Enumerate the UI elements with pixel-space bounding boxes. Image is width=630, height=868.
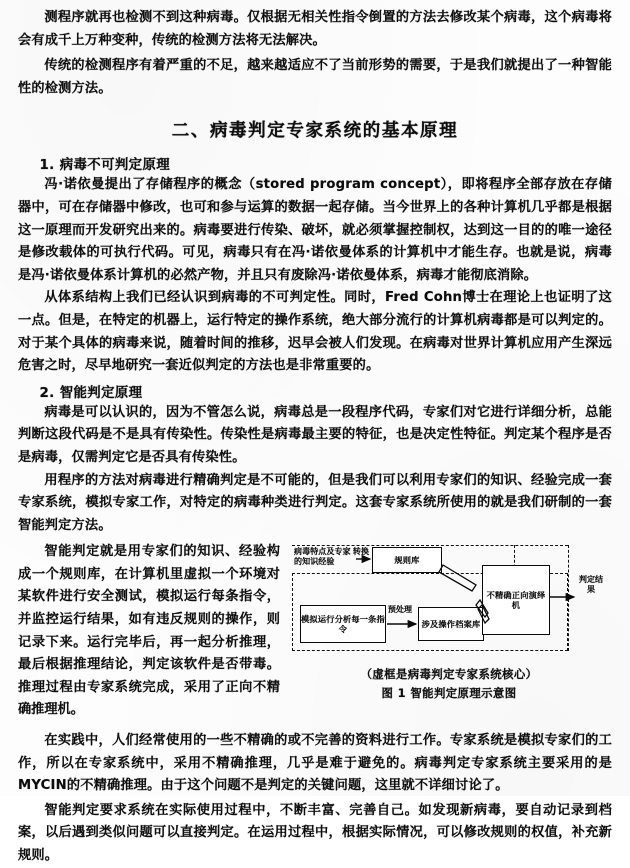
paragraph-sub1-1: 冯·诺依曼提出了存储程序的概念（stored program concept），即将程序全部存放在存储器中，可在存储器中修改，也可和参与运算的数据一起存储。当今世界上的各种计算机几乎都是根据这一原理而开发研究出来的。病毒要进行传染、破坏，就必须掌握控制权，达到这一目的的唯一途径是修改载体的可执行代码。可见，病毒只有在冯·诺依曼体系的计算机中才能生存。也就是说，病毒是冯·诺依曼体系计算机的必然产物，并且只有废除冯·诺依曼体系，病毒才能彻底消除。 <box>18 177 612 283</box>
figure-caption: 图 1 智能判定原理示意图 <box>381 686 517 701</box>
subsection-heading-2: 2. 智能判定原理 <box>39 385 143 401</box>
paragraph-intro-2: 传统的检测程序有着严重的不足，越来越适应不了当前形势的需要，于是我们就提出了一种智能性的检测方法。 <box>18 58 612 96</box>
diagram-box-archive: 涉及操作档案库 <box>418 607 484 641</box>
paragraph-sub2-2: 用程序的方法对病毒进行精确判定是不可能的，但是我们可以利用专家们的知识、经验完成一套专家系统，模拟专家工作，对特定的病毒种类进行判定。这套专家系统所使用的就是我们研制的一套智能判定方法。 <box>18 472 612 533</box>
figure-diagram <box>286 545 612 663</box>
paragraph-sub2-1: 病毒是可以认识的，因为不管怎么说，病毒总是一段程序代码，专家们对它进行详细分析，总能判断这段代码是不是具有传染性。传染性是病毒最主要的特征，也是决定性特征。判定某个程序是否是病毒，仅需判定它是否具有传染性。 <box>18 404 612 465</box>
diagram-label-preprocess: 预处理 <box>387 605 413 615</box>
paragraph-sub2-5: 智能判定要求系统在实际使用过程中，不断丰富、完善自己。如发现新病毒，要自动记录到档案，以后遇到类似问题可以直接判定。在运用过程中，根据实际情况，可以修改规则的权值，补充新规则。 <box>18 802 612 863</box>
diagram-box-simulate: 模拟运行分析每一条指令 <box>300 605 386 643</box>
figure-note: （虚框是病毒判定专家系统核心） <box>360 667 538 682</box>
figure-column <box>286 545 612 701</box>
paragraph-sub2-4: 在实践中，人们经常使用的一些不精确的或不完善的资料进行工作。专家系统是模拟专家们的工作，所以在专家系统中，采用不精确推理，几乎是难于避免的。病毒判定专家系统主要采用的是MYCIN的不精确推理。由于这个问题不是判定的关键问题，这里就不详细讨论了。 <box>18 733 612 794</box>
figure-and-text-block <box>18 541 612 722</box>
subsection-heading-1: 1. 病毒不可判定原理 <box>39 158 171 174</box>
paragraph-sub2-3: 智能判定就是用专家们的知识、经验构成一个规则库，在计算机里虚拟一个环境对某软件进行安全测试，模拟运行每条指令，并监控运行结果，如有违反规则的操作，则记录下来。运行完毕后，再一起分析推理，最后根据推理结论，判定该软件是否带毒。推理过程由专家系统完成，采用了正向不精确推理机。 <box>18 544 280 718</box>
paragraph-intro-1: 测程序就再也检测不到这种病毒。仅根据无相关性指令倒置的方法去修改某个病毒，这个病毒将会有成千上万种变种，传统的检测方法将无法解决。 <box>18 10 612 48</box>
diagram-label-input-source: 病毒特点及专家的知识经验 <box>294 547 351 566</box>
diagram-label-result: 判定结果 <box>578 575 604 594</box>
section-heading: 二、病毒判定专家系统的基本原理 <box>171 121 459 142</box>
diagram-label-convert: 转换 <box>352 547 370 557</box>
diagram-box-rule-base: 规则库 <box>372 547 442 573</box>
diagram-box-inference-engine: 不精确正向演绎机 <box>482 565 550 635</box>
diagram-connectors <box>286 545 612 663</box>
paragraph-sub1-2: 从体系结构上我们已经认识到病毒的不可判定性。同时，Fred Cohn博士在理论上也证明了这一点。但是，在特定的机器上，运行特定的操作系统，绝大部分流行的计算机病毒都是可以判定的。对于某个具体的病毒来说，随着时间的推移，迟早会被人们发现。在病毒对世界计算机应用产生深远危害之时，尽早地研究一套近似判定的方法也是非常重要的。 <box>18 290 612 374</box>
